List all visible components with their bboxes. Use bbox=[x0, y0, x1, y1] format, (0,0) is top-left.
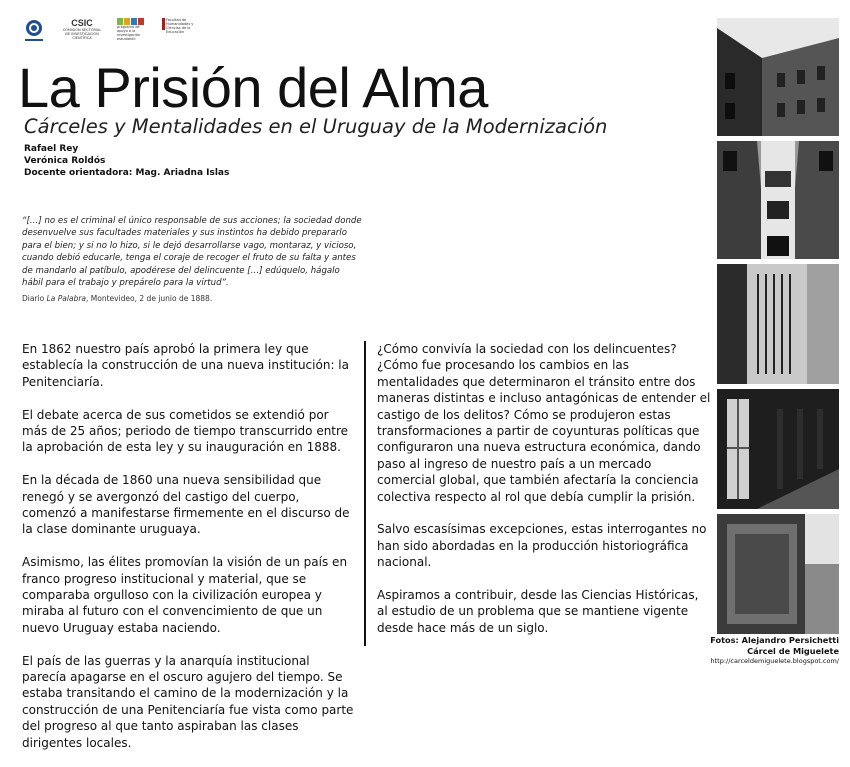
epigraph-quote: “[…] no es el criminal el único responsable de sus acciones; la sociedad donde desenvuelve sus facultades materiales y sus instintos ha debido prepararlo para el bien; y si no lo hizo, si le dejó desarrollarse vago, montaraz, y vicioso, cuando debió educarle, tenga el coraje de recoger el fruto de su falta y antes de mandarlo al patíbulo, apodérese del delincuente […] edúquelo, hágalo hábil para el trabajo y prepárelo para la virtud”. bbox=[22, 216, 362, 289]
prison-photo bbox=[717, 264, 839, 384]
prison-photo bbox=[717, 389, 839, 509]
csic-logo-subtext: COMISIÓN SECTORIAL DE INVESTIGACIÓN CIENTÍFICA bbox=[62, 28, 102, 40]
body-paragraph: El debate acerca de sus cometidos se extendió por más de 25 años; periodo de tiempo transcurrido entre la aprobación de esta ley y su inauguración en 1888. bbox=[22, 407, 349, 455]
column-divider bbox=[364, 341, 366, 646]
body-paragraph: Salvo escasísimas excepciones, estas interrogantes no han sido abordadas en la producción historiográfica nacional. bbox=[377, 522, 707, 570]
body-paragraph: ¿Cómo convivía la sociedad con los delincuentes? ¿Cómo fue procesando los cambios en las mentalidades que determinaron el tránsito entre dos maneras distintas e incluso antagónicas de entender el castigo de los delitos? Cómo se produjeron estas transformaciones a partir de coyunturas políticas que configuraron una nueva estructura económica, dando paso al ingreso de nuestro país a un mercado comercial global, que también afectaría la conciencia colectiva respecto al rol que debía cumplir la prisión. bbox=[377, 342, 711, 504]
csic-logo-text: CSIC bbox=[71, 18, 93, 28]
left-column bbox=[22, 341, 356, 767]
body-paragraph: En 1862 nuestro país aprobó la primera ley que establecía la construcción de una nueva institución: la Penitenciaría. bbox=[22, 342, 349, 389]
advisor-name: Docente orientadora: Mag. Ariadna Islas bbox=[24, 168, 230, 178]
location-credit: Cárcel de Miguelete bbox=[747, 646, 839, 656]
quote-source bbox=[22, 294, 212, 304]
csic-logo bbox=[60, 18, 104, 48]
body-paragraph: El país de las guerras y la anarquía institucional parecía apagarse en el oscuro agujero del tiempo. Se estaba transitando el camino de la modernización y la construcción de una Penitenciaría fue vista como parte del progreso al que tanto aspiraban las clases dirigentes locales. bbox=[22, 653, 354, 750]
quote-source-prefix: Diario bbox=[22, 294, 47, 303]
body-paragraph: En la década de 1860 una nueva sensibilidad que renegó y se avergonzó del castigo del cuerpo, comenzó a manifestarse firmemente en el discurso de la clase dominante uruguaya. bbox=[22, 473, 350, 537]
photo-credit bbox=[710, 635, 839, 666]
body-paragraph: Asimismo, las élites promovían la visión de un país en franco progreso institucional y material, que se comparaba orgulloso con la civilización europea y miraba al futuro con el convencimiento de que un nuevo Uruguay estaba naciendo. bbox=[22, 555, 348, 635]
paie-logo-subtext: programa de apoyo a la investigación estudiantil bbox=[117, 25, 141, 41]
credits-block bbox=[24, 143, 229, 179]
paie-logo bbox=[117, 18, 147, 50]
page-subtitle: Cárceles y Mentalidades en el Uruguay de la Modernización bbox=[24, 115, 608, 138]
right-column bbox=[377, 341, 711, 653]
fhce-logo bbox=[162, 18, 200, 48]
prison-photo bbox=[717, 141, 839, 259]
logo-strip bbox=[22, 18, 194, 52]
blog-link[interactable]: http://carceldemiguelete.blogspot.com/ bbox=[710, 657, 839, 665]
quote-source-paper: La Palabra bbox=[46, 294, 87, 303]
quote-source-suffix: , Montevideo, 2 de junio de 1888. bbox=[86, 294, 213, 303]
photographer-credit: Fotos: Alejandro Persichetti bbox=[710, 635, 839, 645]
page-title: La Prisión del Alma bbox=[18, 56, 488, 119]
udelar-logo bbox=[22, 18, 46, 48]
author-name: Rafael Rey bbox=[24, 144, 79, 154]
body-paragraph: Aspiramos a contribuir, desde las Ciencias Históricas, al estudio de un problema que se mantiene vigente desde hace más de un siglo. bbox=[377, 588, 699, 635]
fhce-logo-text: Facultad de Humanidades y Ciencias de la Educación bbox=[166, 18, 194, 34]
author-name: Verónica Roldós bbox=[24, 156, 106, 166]
prison-photo bbox=[717, 18, 839, 136]
prison-photo bbox=[717, 514, 839, 634]
